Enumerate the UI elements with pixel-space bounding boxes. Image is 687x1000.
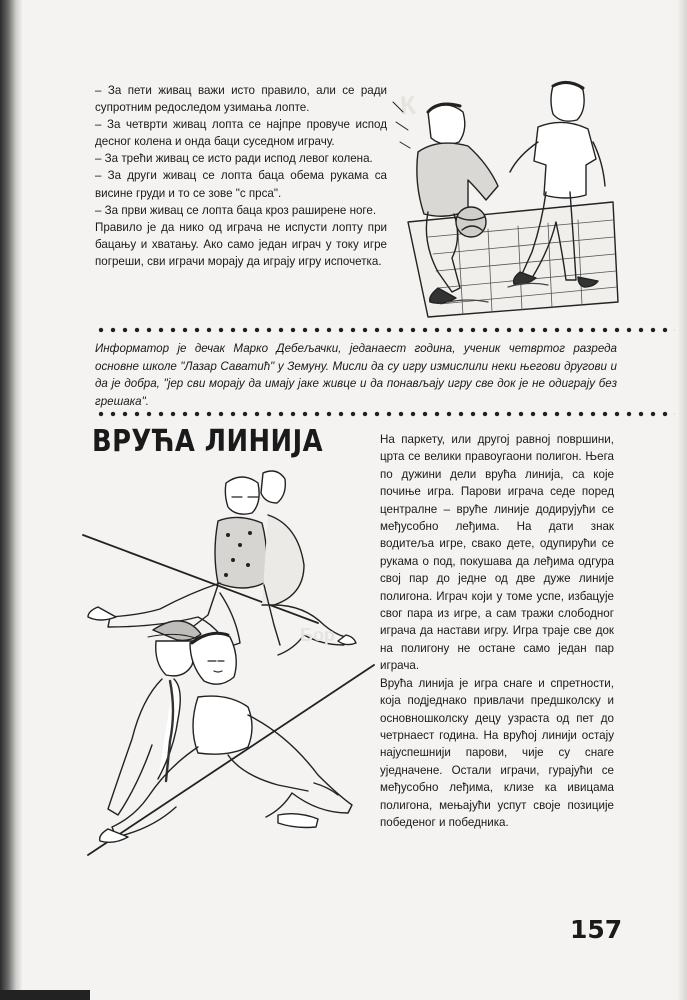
dotted-divider	[95, 410, 675, 418]
paragraph: На паркету, или другој равној површини, црта се велики правоугаони полигон. Њега по дужини дели врућа линија, са које почиње игра. Парови играча седе поред централне – вруће линије додирујући се међусобно леђима. На дати знак водитеља игре, свако дете, одупирући се рукама о под, покушава да леђима одгура свој пар до једне од две дуже линије полигона. Играч који у томе успе, избацује свог пара из игре, а сам тражи слободног играча да настави игру. Игра траје све док на полигону не остане само један пар играча.	[380, 433, 614, 673]
book-spine-shadow	[0, 0, 22, 1000]
paragraph: – За пети живац важи исто правило, али се ради супротним редоследом узимања лопте.	[95, 84, 387, 115]
section-title: ВРУЋА ЛИНИЈА	[92, 424, 324, 459]
paragraph: Правило је да нико од играча не испусти лопту при бацању и хватању. Ако само један играч у току игре погреши, сви играчи морају да играју игру испочетка.	[95, 220, 387, 268]
boys-playing-ball-illustration	[388, 72, 623, 322]
paragraph: – За четврти живац лопта се најпре провуче испод десног колена и онда баци суседном играчу.	[95, 118, 387, 149]
paragraph: – За први живац се лопта баца кроз раширене ноге.	[95, 203, 377, 217]
show-through: Бор	[300, 625, 335, 645]
paragraph: Врућа линија је игра снаге и спретности, која подједнако привлачи предшколску и основношколску децу узраста од пет до четрнаест година. На врућој линији остају најуспешнији парови, чије су снаге уједначене. Остали играчи, гурајући се међусобно леђима, клизе ка ивицама полигона, мењајући успут своје позиције победеног и победника.	[380, 676, 614, 829]
page-number: 157	[570, 915, 623, 944]
game-description	[380, 431, 614, 831]
page-edge	[677, 0, 687, 1000]
children-back-to-back-illustration	[78, 465, 378, 865]
scan-edge	[0, 990, 90, 1000]
dotted-divider	[95, 326, 675, 334]
paragraph: – За други живац се лопта баца обема рукама са висине груди и то се зове "с прса".	[95, 169, 387, 200]
show-through: К	[399, 89, 417, 121]
upper-text-block	[95, 82, 387, 270]
informant-note: Информатор је дечак Марко Дебељачки, једанаест година, ученик четвртог разреда основне школе "Лазар Саватић" у Земуну. Мисли да су игру измислили неки његови другови и да је добра, "јер сви морају да имају јаке живце и да понављају игру све док је не одиграју без грешака".	[95, 342, 617, 408]
paragraph: – За трећи живац се исто ради испод левог колена.	[95, 152, 373, 166]
